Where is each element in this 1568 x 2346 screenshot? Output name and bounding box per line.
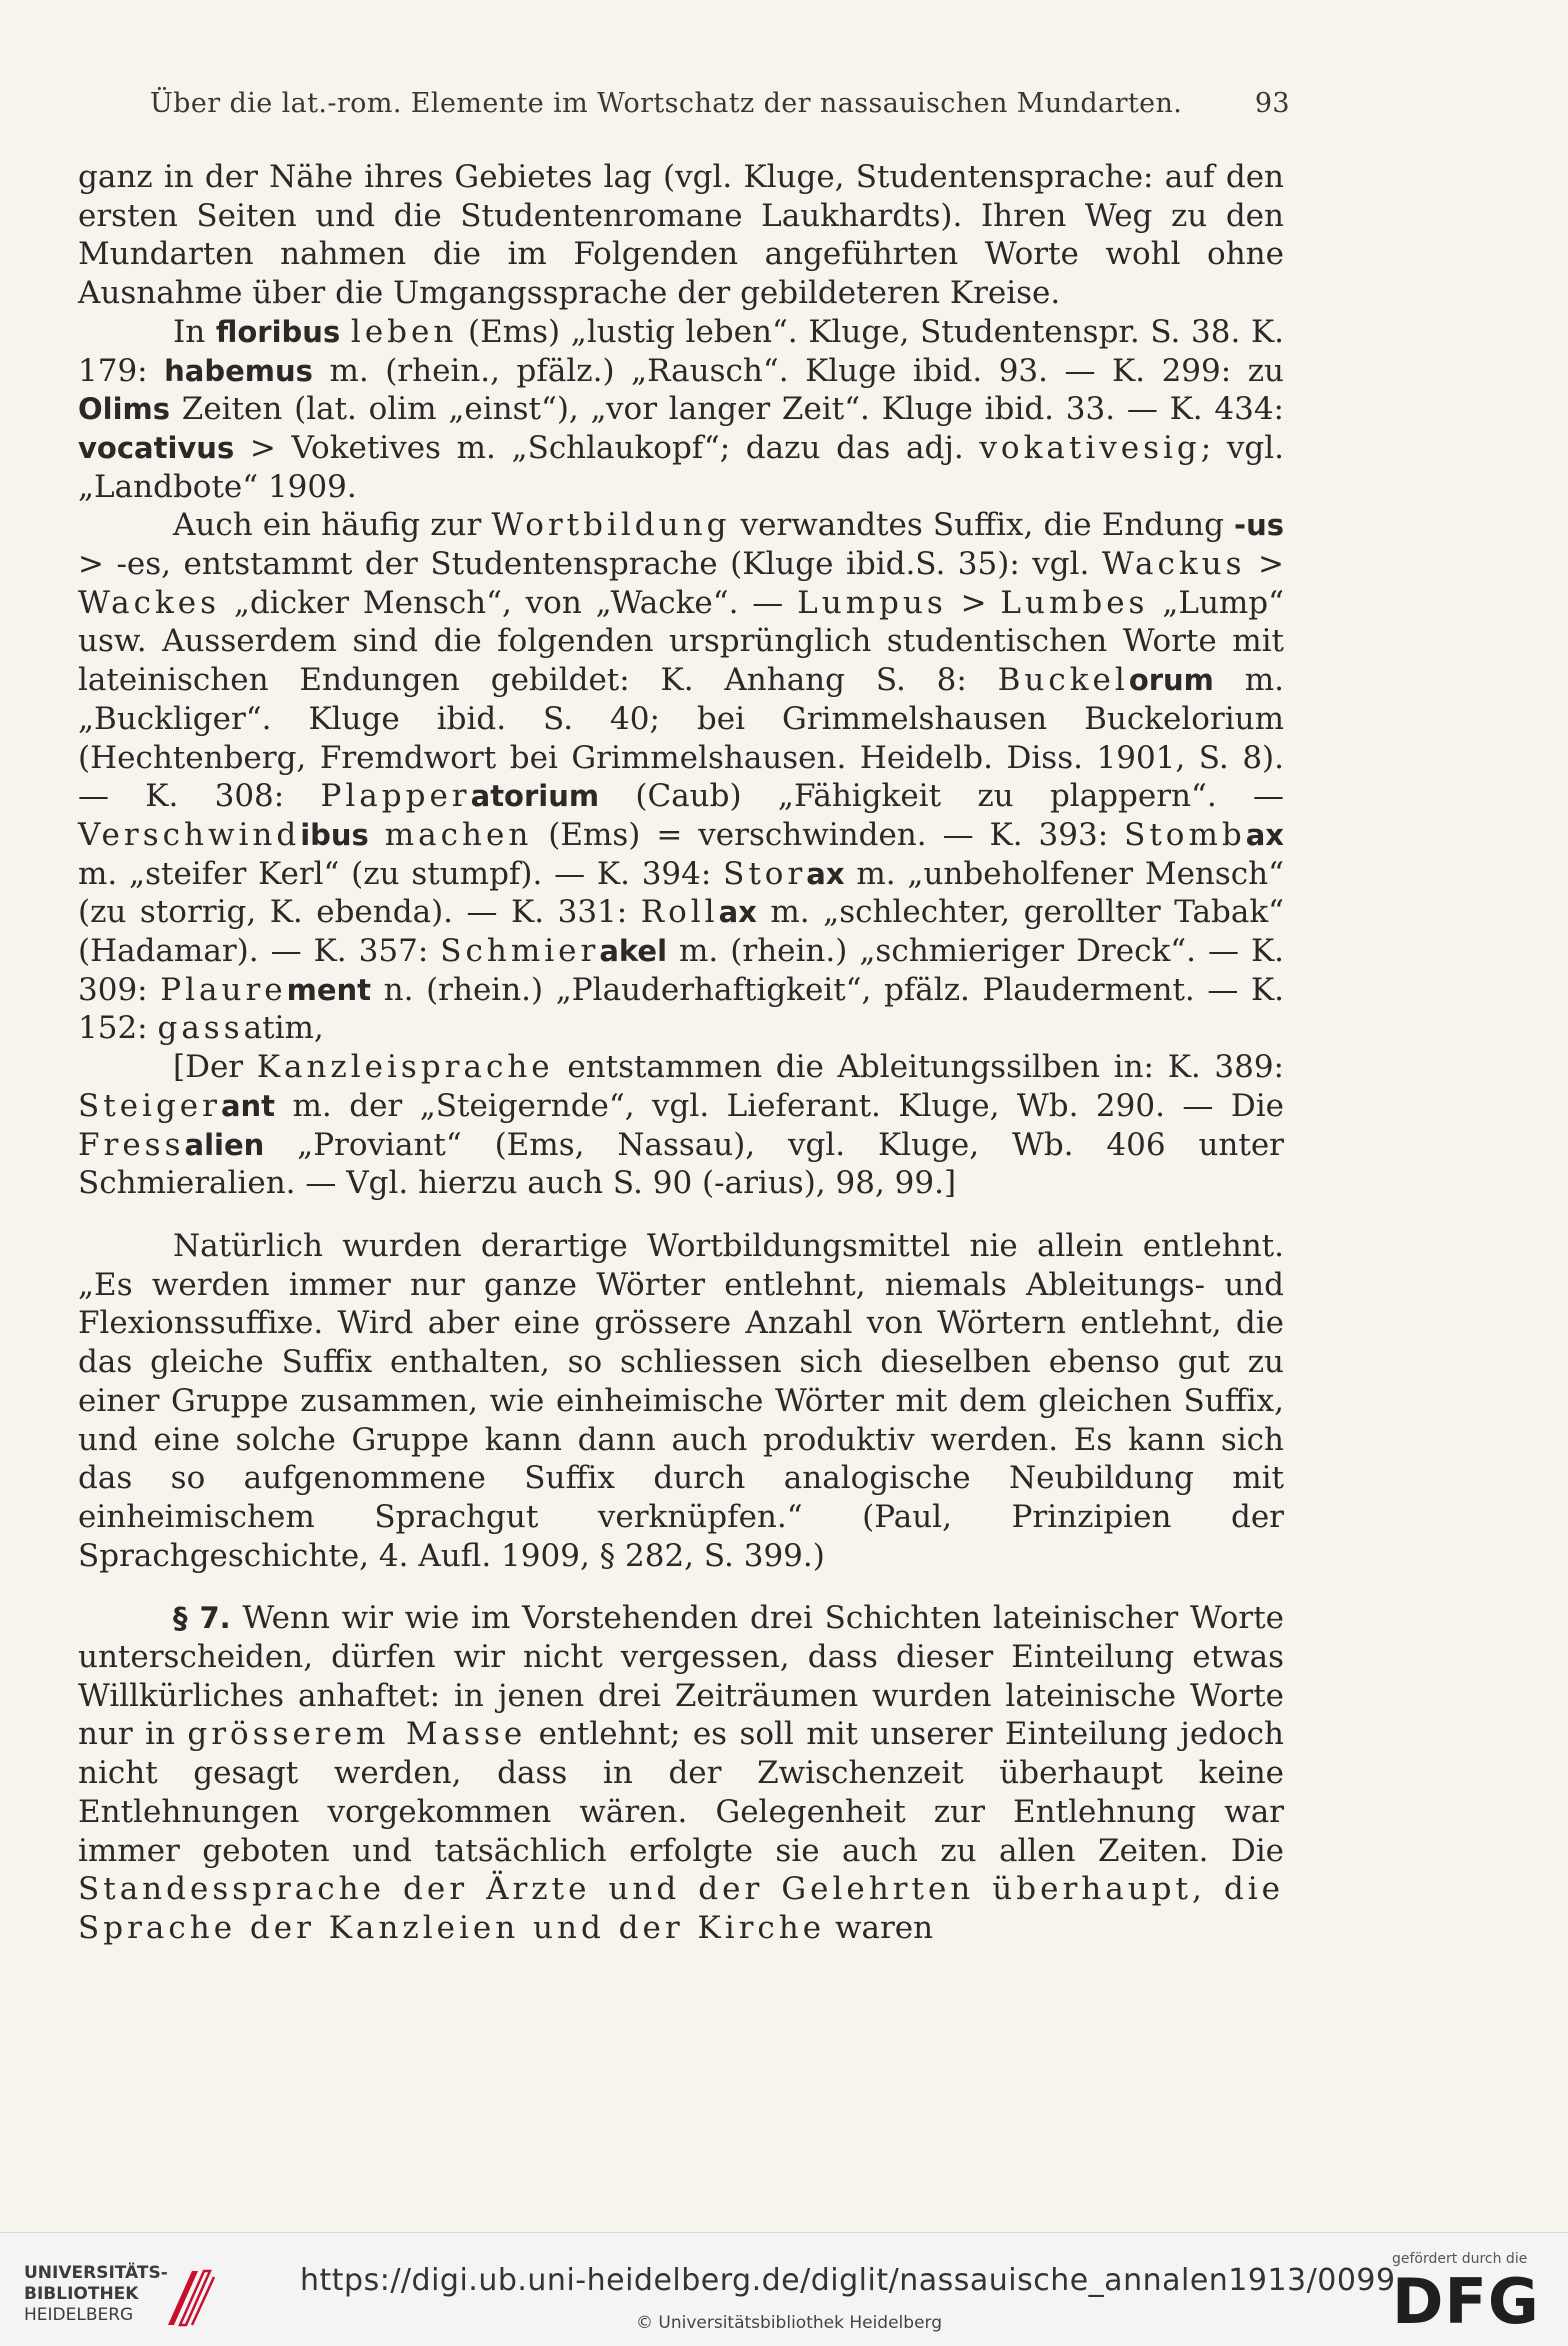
text-run: > Voketives m. „Schlaukopf“; dazu das adj. [234,429,980,466]
text-run: ganz in der Nähe ihres Gebietes lag (vgl. Kluge, Studentensprache: auf den ersten Seiten und die Studentenromane Laukhardts). Ihren Weg zu den Mundarten nahmen die im Folgenden angeführten Worte wohl ohne Ausnahme über die Umgangssprache der gebildeteren Kreise. [78,159,1284,312]
term: habemus [164,353,313,388]
term: atorium [470,779,600,814]
text-run [340,314,351,350]
text-run: (Ems) = verschwinden. — K. 393: [532,816,1125,853]
paragraph-1 [78,158,1284,313]
paragraph-4 [78,1048,1284,1203]
page-number: 93 [1254,88,1290,119]
term: ant [220,1088,276,1123]
library-line: BIBLIOTHEK [24,2284,139,2304]
term: akel [599,934,668,969]
text-run: > [1245,546,1284,583]
spaced-term: Standessprache der Ärzte und der Gelehrten überhaupt, die Sprache der Kanzleien und der Kirche [78,1871,1284,1946]
term: ax [718,895,757,930]
term: floribus [215,314,341,349]
library-line: UNIVERSITÄTS- [24,2263,168,2283]
term: ibus [300,817,369,852]
text-run: „Lump“ usw. Ausserdem sind die folgenden ursprünglich studentischen Worte mit lateinischen Endungen gebildet: K. Anhang S. 8: [78,584,1284,699]
text-run: Zeiten (lat. olim „einst“), „vor langer Zeit“. Kluge ibid. 33. — K. 434: [170,391,1284,428]
term: -us [1234,508,1284,543]
text-run: (Ems) „lustig leben“. Kluge, Studentenspr. S. 38. K. 179: [78,313,1285,389]
text-run: m. „steifer Kerl“ (zu stumpf). — K. 394: [78,855,724,892]
spaced-term: Wortbildung [491,507,731,544]
spaced-term: vokativesig [979,429,1201,466]
text-run: > [946,584,1001,621]
paragraph-6 [78,1599,1284,1947]
spaced-term: machen [384,816,533,853]
spaced-term: Plapper [320,778,471,815]
text-run: m. der „Steigernde“, vgl. Lieferant. Kluge, Wb. 290. — Die [275,1087,1284,1124]
spaced-term: Fress [78,1126,185,1163]
spaced-term: Buckel [997,662,1129,699]
library-line: HEIDELBERG [24,2305,134,2325]
spaced-term: Schmier [440,933,600,970]
term: alien [184,1127,265,1162]
paragraph-2 [78,313,1284,507]
text-run: verwandtes Suffix, die Endung [730,507,1235,544]
text-run: Natürlich wurden derartige Wortbildungsmittel nie allein entlehnt. „Es werden immer nur ganze Wörter entlehnt, niemals Ableitungs- und Flexionssuffixe. Wird aber eine grössere Anzahl von Wörtern entlehnt, die das gleiche Suffix enthalten, so schliessen sich dieselben ebenso gut zu einer Gruppe zusammen, wie einheimische Wörter mit dem gleichen Suffix, und eine solche Gruppe kann dann auch produktiv werden. Es kann sich das so aufgenommene Suffix durch analogische Neubildung mit einheimischem Sprachgut verknüpfen.“ (Paul, Prinzipien der Sprachgeschichte, 4. Aufl. 1909, § 282, S. 399.) [78,1227,1284,1574]
spaced-term: Verschwind [78,816,301,853]
text-run [369,817,385,853]
body-text [78,158,1284,1948]
copyright-notice: © Universitätsbibliothek Heidelberg [636,2313,943,2333]
term: ax [806,856,845,891]
text-run: „Proviant“ (Ems, Nassau), vgl. Kluge, Wb. 406 unter Schmieralien. — Vgl. hierzu auch S. 90 (-arius), 98, 99.] [78,1126,1284,1202]
paragraph-5 [78,1227,1284,1575]
text-run: ; vgl. „Landbote“ 1909. [78,429,1284,505]
spaced-term: Stor [723,855,807,892]
text-run: entstammen die Ableitungssilben in: K. 389: [553,1049,1285,1086]
spaced-term: Roll [640,894,719,931]
text-run: [Der [173,1049,257,1086]
text-run: (Caub) „Fähigkeit zu plappern“. — [599,778,1284,815]
term: vocativus [78,430,235,465]
section-mark: § 7. [173,1601,231,1636]
spaced-term: Wackus [1101,546,1246,583]
running-head-title: Über die lat.-rom. Elemente im Wortschatz der nassauischen Mundarten. [150,88,1183,119]
library-name [24,2263,168,2326]
text-run: m. „unbeholfener Mensch“ (zu storrig, K. ebenda). — K. 331: [78,855,1284,931]
running-head [150,88,1290,119]
text-run: m. (rhein.) „schmieriger Dreck“. — K. 309: [78,933,1284,1008]
paragraph-3 [78,506,1284,1048]
funding-note: gefördert durch die [1392,2251,1528,2267]
text-run: Wenn wir wie im Vorstehenden drei Schichten lateinischer Worte unterscheiden, dürfen wir nicht vergessen, dass dieser Einteilung etwas Willkürliches anhaftet: in jenen drei Zeiträumen wurden lateinische Worte nur in [78,1600,1284,1753]
viewer-footer [0,2232,1568,2346]
dfg-logo[interactable] [1392,2251,1552,2341]
term: Olims [78,392,171,427]
text-run: In [173,313,216,350]
term: ax [1245,817,1284,852]
permalink-url[interactable]: https://digi.ub.uni-heidelberg.de/diglit/nassauische_annalen1913/0099 [300,2263,1396,2298]
spaced-term: leben [350,313,458,350]
spaced-term: Lumpus [797,584,947,621]
spaced-term: Wackes [78,584,221,621]
spaced-term: Plaure [160,971,287,1008]
term: orum [1128,663,1214,698]
text-run: n. (rhein.) „Plauderhaftigkeit“, pfälz. Plauderment. — K. 152: [78,971,1284,1047]
text-run: Auch ein häufig zur [173,507,492,544]
spaced-term: gass [157,1010,244,1047]
text-run: waren [825,1909,934,1946]
spaced-term: grösserem Masse [187,1716,527,1753]
text-run: entlehnt; es soll mit unserer Einteilung jedoch nicht gesagt werden, dass in der Zwischenzeit überhaupt keine Entlehnungen vorgekommen wären. Gelegenheit zur Entlehnung war immer geboten und tatsächlich erfolgte sie auch zu allen Zeiten. Die [78,1716,1284,1869]
spaced-term: Stomb [1124,816,1246,853]
dfg-wordmark: DFG [1392,2265,1540,2338]
spaced-term: Kanzleisprache [256,1049,554,1086]
text-run: m. (rhein., pfälz.) „Rausch“. Kluge ibid. 93. — K. 299: zu [312,352,1285,389]
text-run: m. „schlechter, gerollter Tabak“ (Hadamar). — K. 357: [78,894,1284,970]
text-run: > -es, entstammt der Studentensprache (Kluge ibid.S. 35): vgl. [78,546,1102,583]
term: ment [286,972,372,1007]
spaced-term: Steiger [78,1087,221,1124]
library-logo[interactable] [24,2263,264,2333]
text-run: atim, [243,1010,324,1047]
spaced-term: Lumbes [1000,584,1149,621]
text-run: „dicker Mensch“, von „Wacke“. — [220,584,798,621]
library-emblem-icon [162,2263,220,2331]
text-run: m. „Buckliger“. Kluge ibid. S. 40; bei Grimmelshausen Buckelorium (Hechtenberg, Fremdwort bei Grimmelshausen. Heidelb. Diss. 1901, S. 8). — K. 308: [78,662,1284,815]
